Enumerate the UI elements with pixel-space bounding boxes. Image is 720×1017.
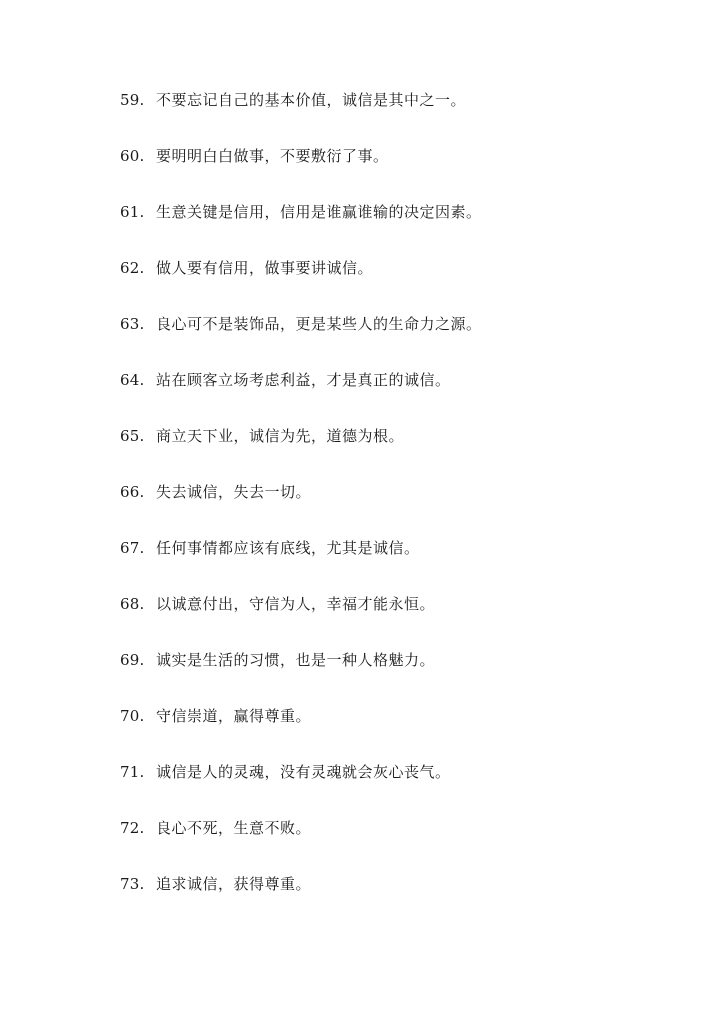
item-number: 71. bbox=[120, 763, 145, 781]
item-number: 61. bbox=[120, 203, 145, 221]
list-item bbox=[120, 198, 680, 254]
item-number: 62. bbox=[120, 259, 145, 277]
list-item bbox=[120, 142, 680, 198]
list-item bbox=[120, 590, 680, 646]
item-number: 64. bbox=[120, 371, 145, 389]
item-text: 站在顾客立场考虑利益，才是真正的诚信。 bbox=[156, 371, 451, 389]
list-item bbox=[120, 814, 680, 870]
item-number: 67. bbox=[120, 539, 145, 557]
item-number: 59. bbox=[120, 91, 145, 109]
list-item bbox=[120, 534, 680, 590]
item-text: 良心不死，生意不败。 bbox=[156, 819, 312, 837]
item-text: 守信崇道，赢得尊重。 bbox=[156, 707, 312, 725]
item-number: 65. bbox=[120, 427, 145, 445]
numbered-list bbox=[120, 86, 680, 926]
item-number: 68. bbox=[120, 595, 145, 613]
list-item bbox=[120, 758, 680, 814]
item-text: 失去诚信，失去一切。 bbox=[156, 483, 312, 501]
item-number: 73. bbox=[120, 875, 145, 893]
list-item bbox=[120, 86, 680, 142]
item-text: 商立天下业，诚信为先，道德为根。 bbox=[156, 427, 405, 445]
list-item bbox=[120, 702, 680, 758]
item-text: 诚实是生活的习惯，也是一种人格魅力。 bbox=[156, 651, 436, 669]
item-number: 69. bbox=[120, 651, 145, 669]
item-text: 良心可不是装饰品，更是某些人的生命力之源。 bbox=[156, 315, 482, 333]
list-item bbox=[120, 870, 680, 926]
item-text: 做人要有信用，做事要讲诚信。 bbox=[156, 259, 374, 277]
list-item bbox=[120, 422, 680, 478]
item-number: 70. bbox=[120, 707, 145, 725]
list-item bbox=[120, 310, 680, 366]
item-text: 追求诚信，获得尊重。 bbox=[156, 875, 312, 893]
item-number: 60. bbox=[120, 147, 145, 165]
item-number: 72. bbox=[120, 819, 145, 837]
list-item bbox=[120, 646, 680, 702]
item-number: 63. bbox=[120, 315, 145, 333]
list-item bbox=[120, 254, 680, 310]
item-text: 任何事情都应该有底线，尤其是诚信。 bbox=[156, 539, 420, 557]
item-text: 不要忘记自己的基本价值，诚信是其中之一。 bbox=[156, 91, 467, 109]
item-text: 以诚意付出，守信为人，幸福才能永恒。 bbox=[156, 595, 436, 613]
item-text: 诚信是人的灵魂，没有灵魂就会灰心丧气。 bbox=[156, 763, 451, 781]
list-item bbox=[120, 478, 680, 534]
item-number: 66. bbox=[120, 483, 145, 501]
item-text: 生意关键是信用，信用是谁赢谁输的决定因素。 bbox=[156, 203, 482, 221]
list-item bbox=[120, 366, 680, 422]
item-text: 要明明白白做事，不要敷衍了事。 bbox=[156, 147, 389, 165]
